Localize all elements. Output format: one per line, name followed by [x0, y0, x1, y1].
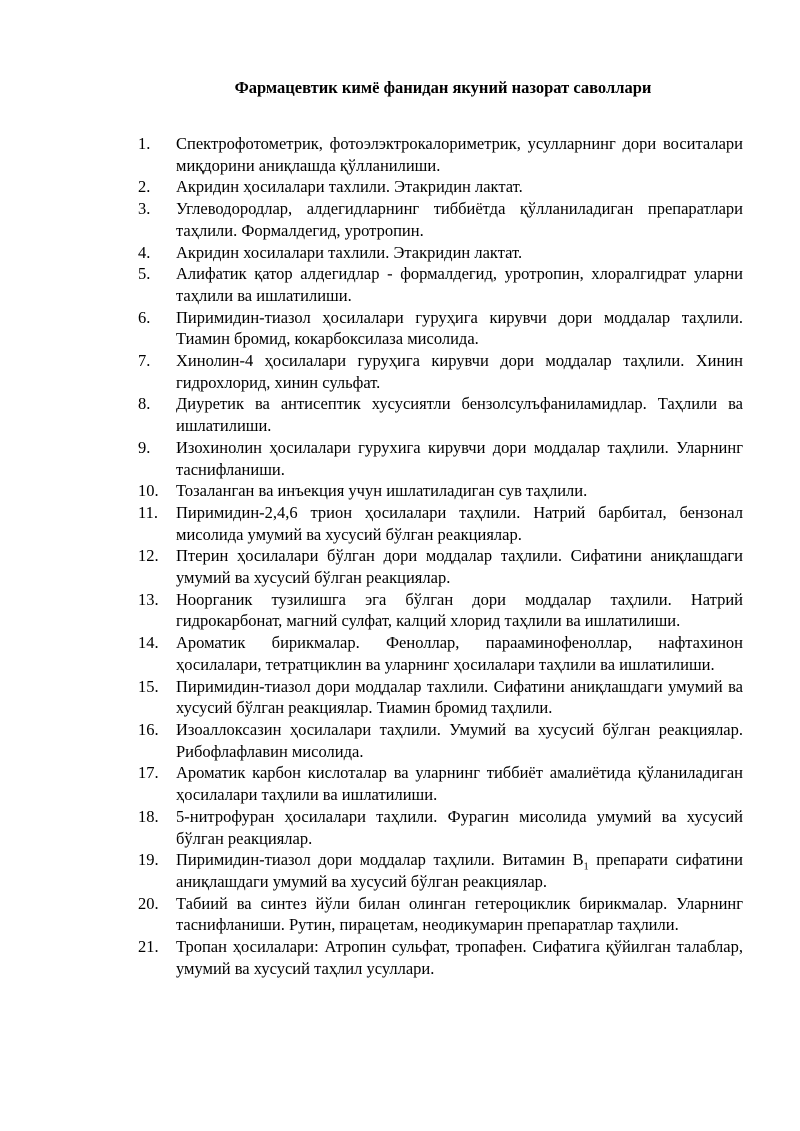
question-number: 14.	[138, 633, 159, 653]
question-number: 15.	[138, 676, 159, 696]
question-text: Алифатик қатор алдегидлар - формалдегид, уротропин, хлоралгидрат уларни таҳлили ва ишлатилиши.	[176, 264, 743, 305]
question-item	[138, 437, 743, 480]
question-item	[138, 176, 743, 198]
subscript-one: 1	[583, 861, 589, 873]
question-number: 7.	[138, 351, 151, 371]
question-number: 9.	[138, 437, 151, 457]
question-number: 5.	[138, 264, 151, 284]
question-text: Изоаллоксазин ҳосилалари таҳлили. Умумий ва хусусий бўлган реакциялар. Рибофлафлавин мисолида.	[176, 719, 743, 761]
question-item	[138, 133, 743, 176]
question-text: Углеводородлар, алдегидларнинг тиббиётда қўлланиладиган препаратлари таҳлили. Формалдегид, уротропин.	[176, 199, 743, 240]
question-item	[138, 676, 743, 719]
question-number: 19.	[138, 850, 159, 870]
question-text: Акридин ҳосилалари тахлили. Этакридин лактат.	[176, 177, 523, 197]
question-number: 3.	[138, 199, 151, 219]
question-item	[138, 393, 743, 436]
question-list	[138, 133, 743, 979]
question-text: Хинолин-4 ҳосилалари гуруҳига кирувчи дори моддалар таҳлили. Хинин гидрохлорид, хинин сульфат.	[176, 351, 743, 392]
question-number: 21.	[138, 937, 159, 957]
question-text: Ноорганик тузилишга эга бўлган дори моддалар таҳлили. Натрий гидрокарбонат, магний сулфат, калций хлорид таҳлили ва ишлатилиши.	[176, 589, 743, 631]
question-item	[138, 849, 743, 892]
question-text: Спектрофотометрик, фотоэлэктрокалориметрик, усулларнинг дори воситалари миқдорини аниқлашда қўлланилиши.	[176, 134, 743, 175]
question-item	[138, 545, 743, 588]
question-text: Ароматик бирикмалар. Феноллар, парааминофеноллар, нафтахинон ҳосилалари, тетратциклин ва уларнинг ҳосилалари таҳлили ва ишлатилиши.	[176, 633, 743, 674]
question-text: 5-нитрофуран ҳосилалари таҳлили. Фурагин мисолида умумий ва хусусий бўлган реакциялар.	[176, 806, 743, 848]
question-number: 12.	[138, 546, 159, 566]
question-text: Табиий ва синтез йўли билан олинган гетероциклик бирикмалар. Уларнинг таснифланиши. Рутин, пирацетам, неодикумарин препаратлар таҳлили.	[176, 893, 743, 935]
question-item	[138, 350, 743, 393]
page-title: Фармацевтик кимё фанидан якуний назорат саволлари	[234, 78, 652, 97]
question-number: 17.	[138, 763, 159, 783]
question-number: 13.	[138, 589, 159, 609]
question-text	[176, 849, 743, 892]
question-item	[138, 719, 743, 762]
question-number: 6.	[138, 307, 151, 327]
question-text: Диуретик ва антисептик хусусиятли бензолсулъфаниламидлар. Таҳлили ва ишлатилиши.	[176, 394, 743, 436]
question-text: Изохинолин ҳосилалари гурухига кирувчи дори моддалар таҳлили. Уларнинг таснифланиши.	[176, 437, 743, 479]
question-text: Пиримидин-тиазол дори моддалар тахлили. Сифатини аниқлашдаги умумий ва хусусий бўлган реакциялар. Тиамин бромид таҳлили.	[176, 676, 743, 718]
question-item	[138, 893, 743, 936]
question-number: 4.	[138, 242, 151, 262]
question-number: 16.	[138, 719, 159, 739]
question-number: 1.	[138, 134, 151, 153]
question-number: 18.	[138, 806, 159, 826]
question-text-part: Пиримидин-тиазол дори моддалар таҳлили. Витамин В	[176, 850, 584, 870]
question-item	[138, 589, 743, 632]
question-item	[138, 632, 743, 675]
question-number: 2.	[138, 177, 151, 197]
question-text: Акридин хосилалари тахлили. Этакридин лактат.	[176, 242, 523, 262]
question-text-part: препарати сифатини аниқлашдаги умумий ва хусусий бўлган реакциялар.	[176, 850, 744, 891]
question-item	[138, 480, 743, 502]
question-item	[138, 242, 743, 264]
question-text: Пиримидин-тиазол ҳосилалари гуруҳига кирувчи дори моддалар таҳлили. Тиамин бромид, кокарбоксилаза мисолида.	[176, 307, 743, 349]
question-item	[138, 806, 743, 849]
question-item	[138, 198, 743, 241]
question-text: Тозаланган ва инъекция учун ишлатиладиган сув таҳлили.	[176, 481, 588, 501]
question-number: 20.	[138, 893, 159, 913]
question-number: 8.	[138, 394, 151, 414]
question-item	[138, 263, 743, 306]
question-item	[138, 936, 743, 979]
question-item	[138, 502, 743, 545]
question-number: 11.	[138, 502, 159, 522]
question-text: Пиримидин-2,4,6 трион ҳосилалари таҳлили. Натрий барбитал, бензонал мисолида умумий ва хусусий бўлган реакциялар.	[176, 502, 743, 544]
question-number: 10.	[138, 481, 159, 501]
question-text: Птерин ҳосилалари бўлган дори моддалар таҳлили. Сифатини аниқлашдаги умумий ва хусусий бўлган реакциялар.	[176, 546, 743, 588]
question-item	[138, 307, 743, 350]
question-text: Ароматик карбон кислоталар ва уларнинг тиббиёт амалиётида қўланиладиган ҳосилалари таҳлили ва ишлатилиши.	[176, 763, 743, 805]
question-text: Тропан ҳосилалари: Атропин сульфат, тропафен. Сифатига қўйилган талаблар, умумий ва хусусий таҳлил усуллари.	[176, 937, 743, 978]
question-item	[138, 762, 743, 805]
